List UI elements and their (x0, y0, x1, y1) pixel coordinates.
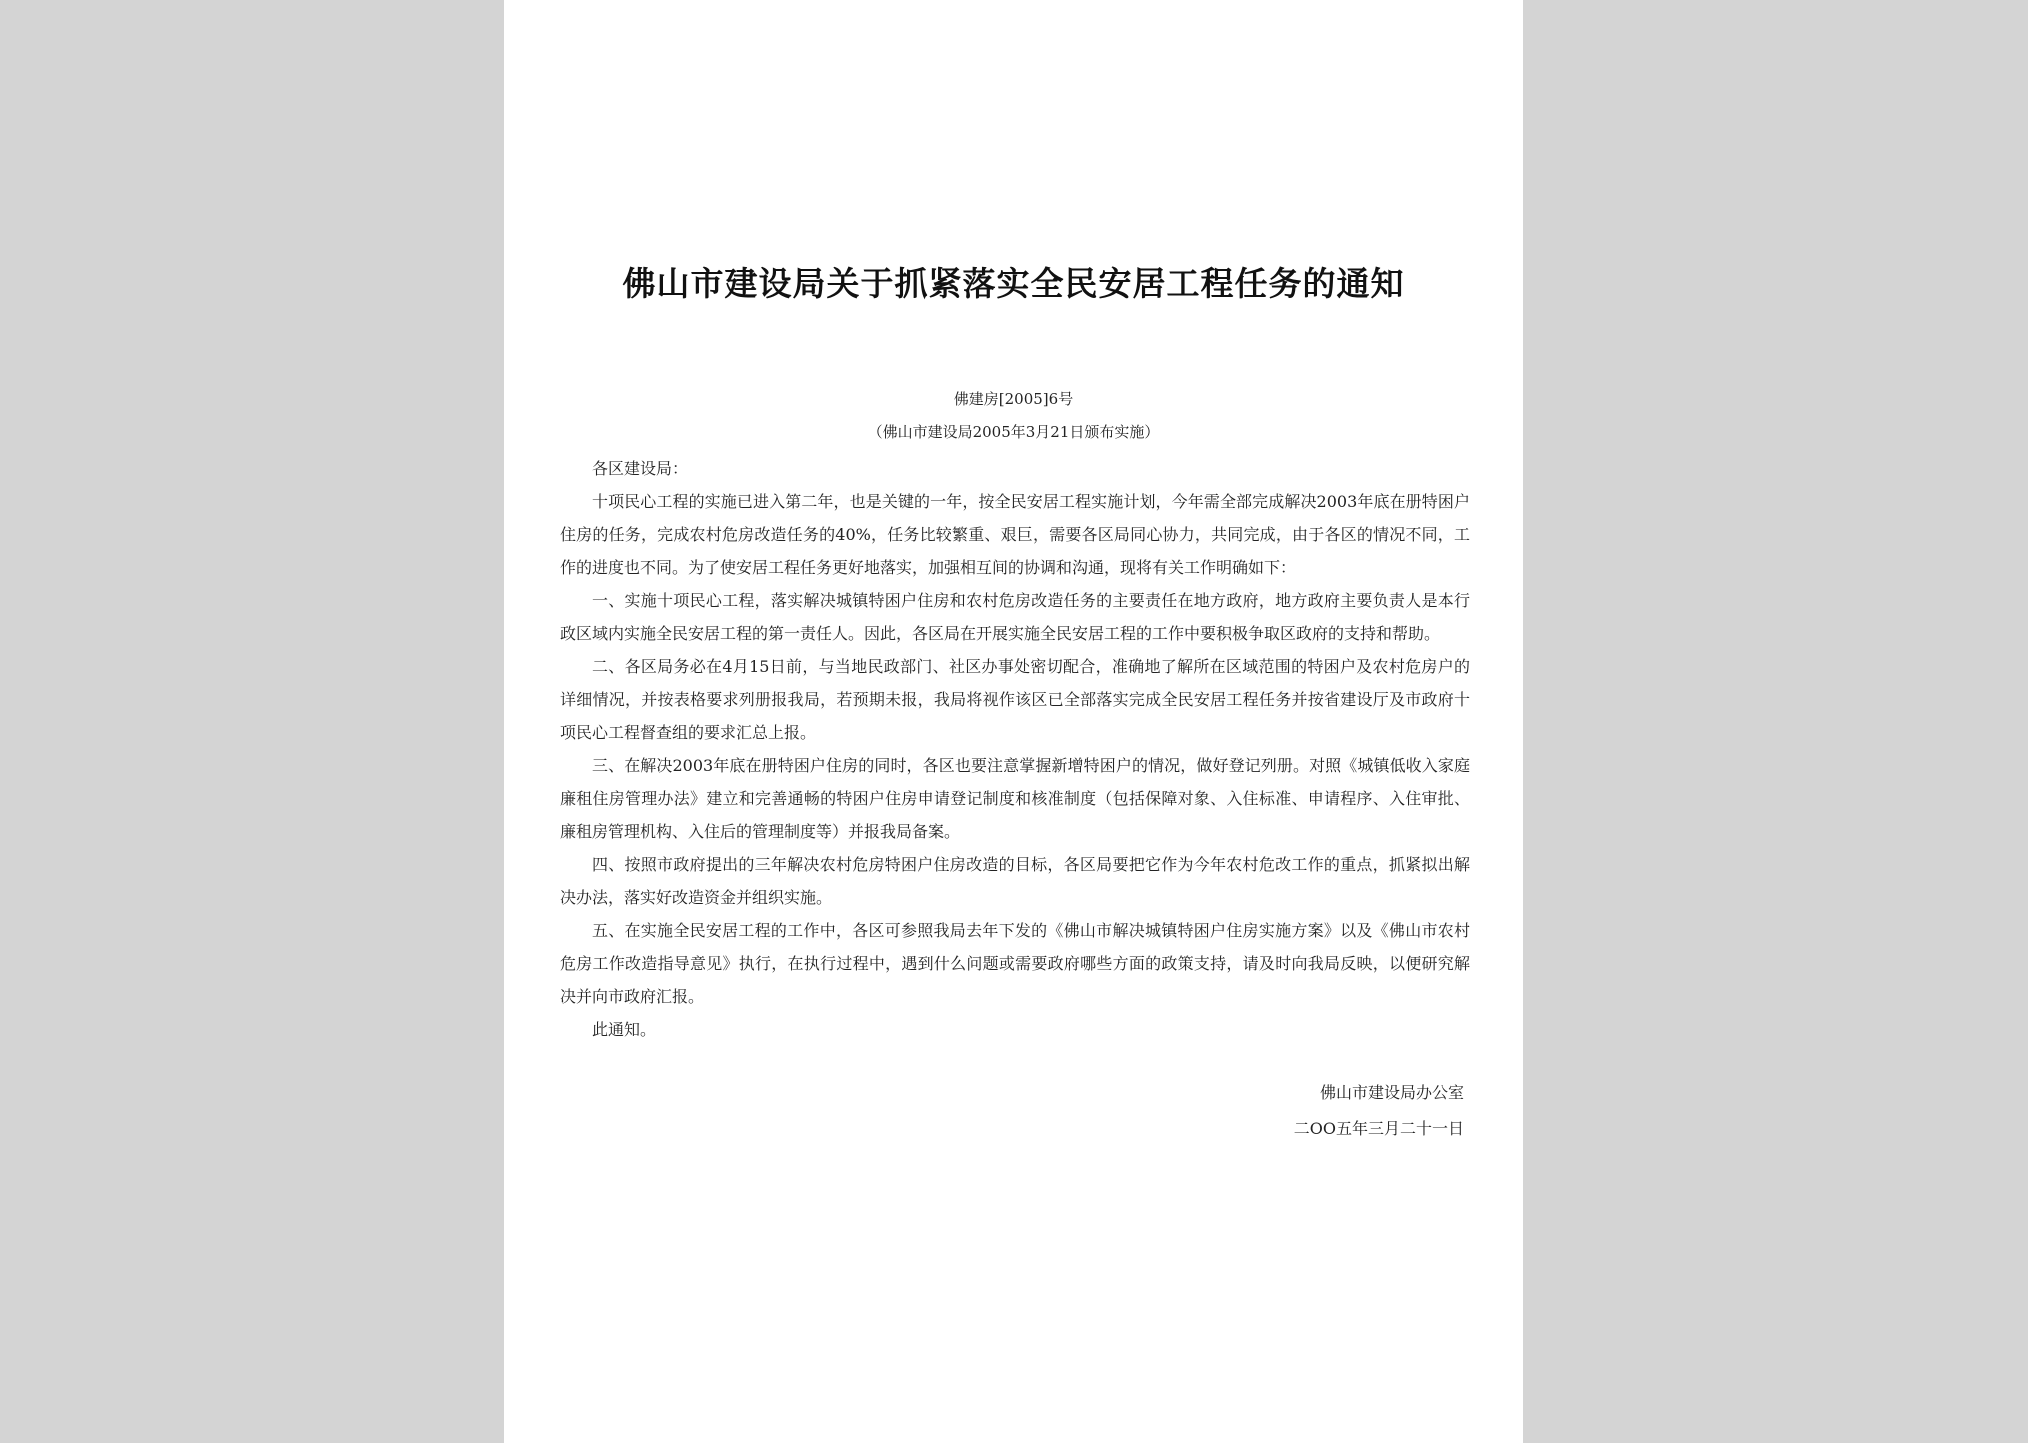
paragraph-closing: 此通知。 (592, 1020, 657, 1039)
paragraph-item-5: 五、在实施全民安居工程的工作中，各区可参照我局去年下发的《佛山市解决城镇特困户住房实施方案》以及《佛山市农村危房工作改造指导意见》执行，在执行过程中，遇到什么问题或需要政府哪些方面的政策支持，请及时向我局反映，以便研究解决并向市政府汇报。 (560, 921, 1470, 1006)
document-body (560, 452, 1470, 1046)
signature-date: 二OO五年三月二十一日 (1293, 1119, 1464, 1138)
paragraph-item-1: 一、实施十项民心工程，落实解决城镇特困户住房和农村危房改造任务的主要责任在地方政府，地方政府主要负责人是本行政区域内实施全民安居工程的第一责任人。因此，各区局在开展实施全民安居工程的工作中要积极争取区政府的支持和帮助。 (560, 591, 1470, 643)
document-page (504, 0, 1523, 1443)
document-number: 佛建房[2005]6号 (953, 390, 1074, 408)
signature-block (1294, 1075, 1464, 1147)
paragraph-item-2: 二、各区局务必在4月15日前，与当地民政部门、社区办事处密切配合，准确地了解所在区域范围的特困户及农村危房户的详细情况，并按表格要求列册报我局，若预期未报，我局将视作该区已全部落实完成全民安居工程任务并按省建设厅及市政府十项民心工程督查组的要求汇总上报。 (560, 657, 1470, 742)
signature-office: 佛山市建设局办公室 (1319, 1083, 1464, 1102)
salutation: 各区建设局： (592, 459, 689, 478)
issued-note: （佛山市建设局2005年3月21日颁布实施） (867, 423, 1160, 441)
paragraph-item-3: 三、在解决2003年底在册特困户住房的同时，各区也要注意掌握新增特困户的情况，做好登记列册。对照《城镇低收入家庭廉租住房管理办法》建立和完善通畅的特困户住房申请登记制度和核准制度（包括保障对象、入住标准、申请程序、入住审批、廉租房管理机构、入住后的管理制度等）并报我局备案。 (560, 756, 1470, 841)
paragraph-intro: 十项民心工程的实施已进入第二年，也是关键的一年，按全民安居工程实施计划，今年需全部完成解决2003年底在册特困户住房的任务，完成农村危房改造任务的40%，任务比较繁重、艰巨，需要各区局同心协力，共同完成，由于各区的情况不同，工作的进度也不同。为了使安居工程任务更好地落实，加强相互间的协调和沟通，现将有关工作明确如下： (560, 492, 1470, 577)
paragraph-item-4: 四、按照市政府提出的三年解决农村危房特困户住房改造的目标，各区局要把它作为今年农村危改工作的重点，抓紧拟出解决办法，落实好改造资金并组织实施。 (560, 855, 1470, 907)
document-title: 佛山市建设局关于抓紧落实全民安居工程任务的通知 (622, 264, 1405, 303)
